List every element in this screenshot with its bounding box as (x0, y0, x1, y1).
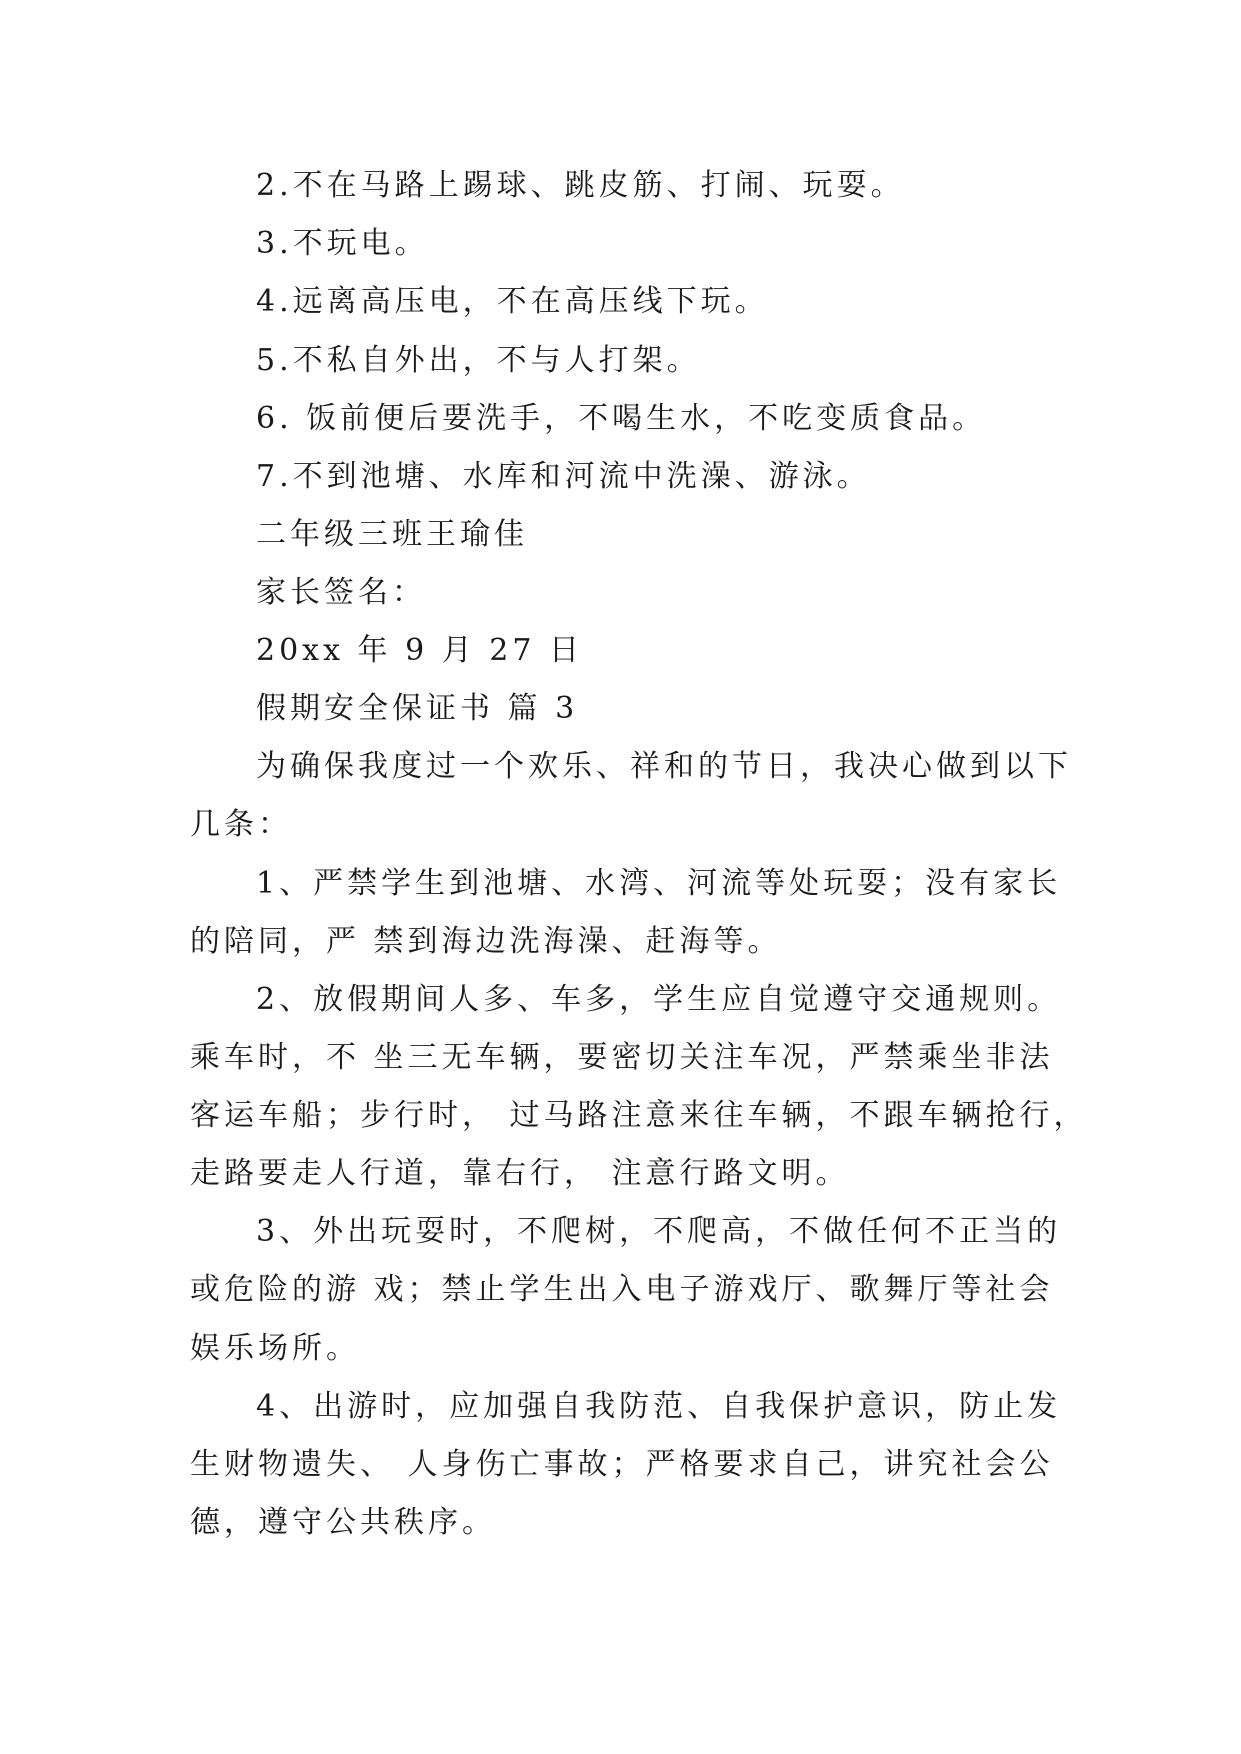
paragraph-line: 客运车船；步行时， 过马路注意来往车辆，不跟车辆抢行， (190, 1098, 1088, 1133)
signature-class: 二年级三班王瑜佳 (256, 517, 528, 552)
paragraph-line: 走路要走人行道，靠右行， 注意行路文明。 (190, 1156, 850, 1191)
paragraph-line: 2、放假期间人多、车多，学生应自觉遵守交通规则。 (256, 982, 1062, 1017)
list-item: 5.不私自外出，不与人打架。 (256, 343, 701, 378)
list-item: 4.远离高压电，不在高压线下玩。 (256, 284, 769, 319)
list-item: 3.不玩电。 (256, 226, 429, 261)
paragraph-line: 4、出游时，应加强自我防范、自我保护意识，防止发 (256, 1389, 1062, 1424)
parent-signature-label: 家长签名： (256, 575, 426, 610)
paragraph-line: 德，遵守公共秩序。 (190, 1505, 496, 1540)
paragraph-line: 3、外出玩耍时，不爬树，不爬高，不做任何不正当的 (256, 1214, 1062, 1249)
list-item: 6. 饭前便后要洗手，不喝生水，不吃变质食品。 (256, 401, 987, 436)
paragraph-line: 的陪同，严 禁到海边洗海澡、赶海等。 (190, 924, 782, 959)
list-item: 7.不到池塘、水库和河流中洗澡、游泳。 (256, 459, 871, 494)
paragraph-line: 娱乐场所。 (190, 1331, 360, 1366)
paragraph-line: 乘车时，不 坐三无车辆，要密切关注车况，严禁乘坐非法 (190, 1040, 1054, 1075)
paragraph-line: 生财物遗失、 人身伤亡事故；严格要求自己，讲究社会公 (190, 1447, 1054, 1482)
paragraph-line: 为确保我度过一个欢乐、祥和的节日，我决心做到以下 (256, 749, 1072, 784)
paragraph-line: 1、严禁学生到池塘、水湾、河流等处玩耍；没有家长 (256, 866, 1062, 901)
date: 20xx 年 9 月 27 日 (256, 633, 583, 668)
list-item: 2.不在马路上踢球、跳皮筋、打闹、玩耍。 (256, 168, 905, 203)
paragraph-line: 或危险的游 戏；禁止学生出入电子游戏厅、歌舞厅等社会 (190, 1272, 1054, 1307)
section-title: 假期安全保证书 篇 3 (256, 691, 579, 726)
paragraph-line: 几条： (190, 807, 292, 842)
